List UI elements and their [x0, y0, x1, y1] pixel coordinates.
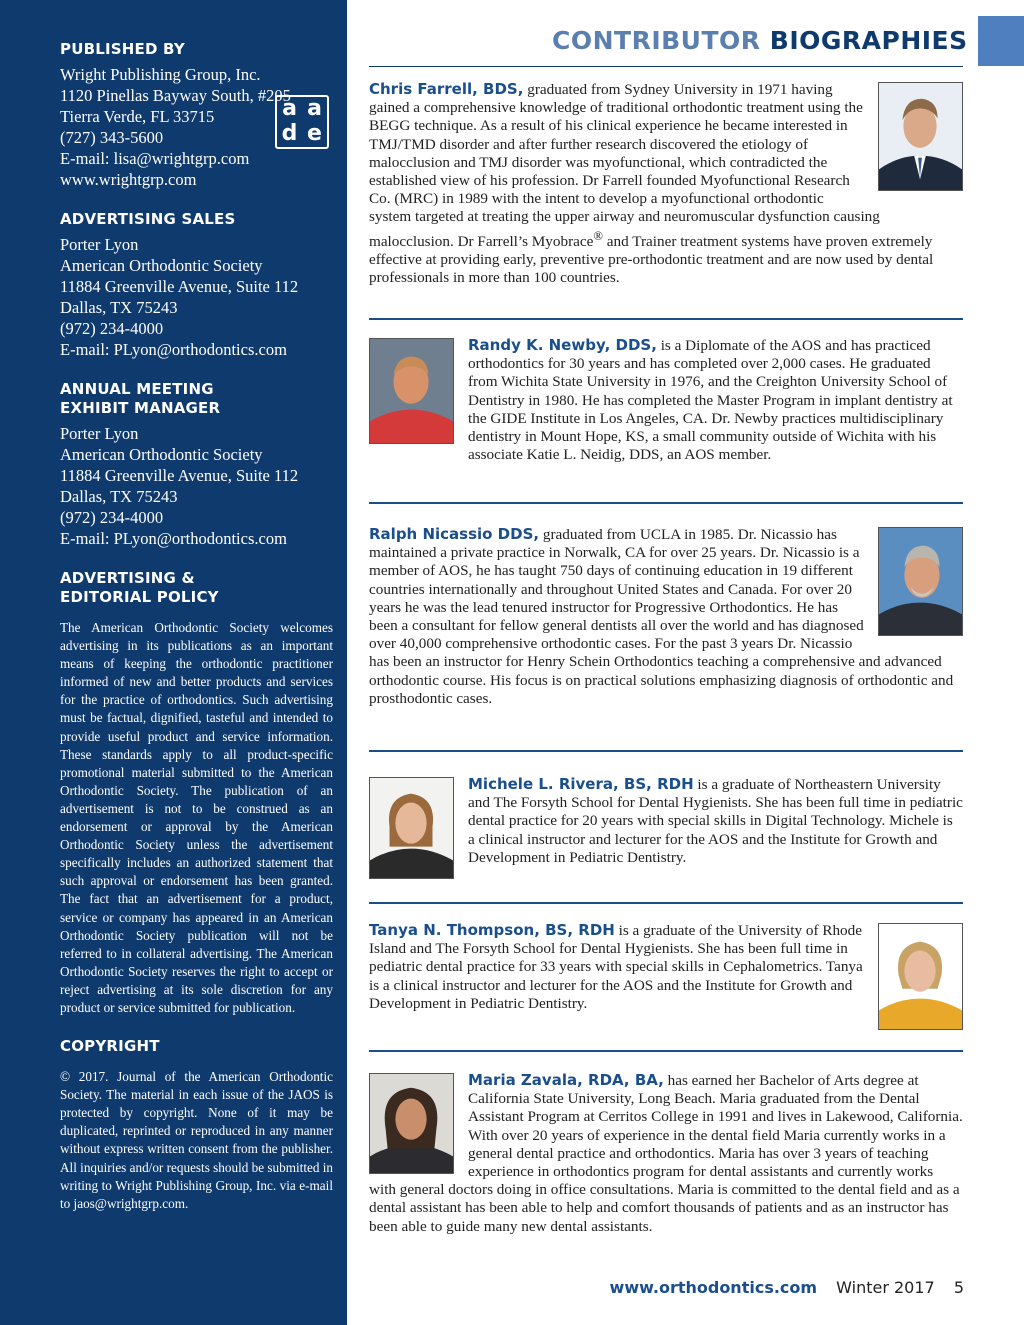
page-title-part2: BIOGRAPHIES	[769, 26, 968, 55]
section-divider	[369, 502, 963, 504]
editorial-policy-heading	[60, 569, 333, 607]
bio-tanya-thompson	[369, 921, 963, 1036]
bio-chris-farrell	[369, 80, 963, 287]
logo-letter: d	[281, 121, 298, 146]
portrait-photo	[369, 777, 454, 879]
bio-ralph-nicassio	[369, 525, 963, 708]
publisher-city: Tierra Verde, FL 33715	[60, 107, 215, 126]
bio-text	[369, 80, 963, 287]
advertising-sales-heading: ADVERTISING SALES	[60, 210, 236, 228]
bio-michele-rivera	[369, 775, 963, 885]
bio-maria-zavala	[369, 1071, 963, 1236]
bio-body-cont: and Trainer treatment systems have proven extremely effective at providing early, preventive pre-orthodontic treatment and are now used by dental professionals in more than 100 countries.	[369, 232, 934, 287]
sales-address: 11884 Greenville Avenue, Suite 112	[60, 277, 299, 296]
annual-meeting-heading	[60, 380, 333, 418]
corner-tab	[978, 16, 1024, 66]
publisher-website[interactable]: www.wrightgrp.com	[60, 170, 197, 189]
logo-letter: e	[307, 121, 322, 146]
bio-text	[369, 1071, 963, 1236]
logo-letter: a	[307, 96, 322, 121]
editorial-policy-heading-line1: ADVERTISING &	[60, 569, 195, 587]
bio-text	[369, 921, 963, 1013]
editorial-policy-section	[60, 569, 333, 1017]
annual-meeting-heading-line1: ANNUAL MEETING	[60, 380, 214, 398]
copyright-heading: COPYRIGHT	[60, 1037, 160, 1056]
section-divider	[369, 902, 963, 904]
bio-text	[369, 775, 963, 867]
publisher-email[interactable]: E-mail: lisa@wrightgrp.com	[60, 149, 250, 168]
advertising-sales-section	[60, 210, 333, 360]
bio-body: is a graduate of Northeastern University and The Forsyth School for Dental Hygienists. She has been full time in pediatric dental practice for 20 years with special skills in Digital Technology. Michele is a clinical instructor and lecturer for the AOS and the Institute for Growth and Development in Pediatric Dentistry.	[468, 776, 963, 866]
portrait-photo	[878, 527, 963, 636]
sales-contact-name: Porter Lyon	[60, 235, 139, 254]
bio-body: graduated from UCLA in 1985. Dr. Nicassio has maintained a private practice in Norwalk, CA for over 25 years. Dr. Nicassio is a member of AOS, he has taught 750 days of continuing education in 19 different countries internationally and throughout United States and Canada. For over 20 years he was the lead tenured instructor for Progressive Orthodontics. He has been a consultant for fellow general dentists all over the world and has diagnosed over 40,000 comprehensive orthodontic cases. For the past 3 years Dr. Nicassio has been an instructor for Henry Schein Orthodontics teaching a comprehensive and advanced orthodontic course. His focus is on practical solutions emphasizing diagnosis of orthodontic and prosthodontic cases.	[369, 526, 954, 707]
copyright-section	[60, 1037, 333, 1213]
portrait-photo	[878, 923, 963, 1030]
page-title	[552, 26, 968, 55]
editorial-policy-heading-line2: EDITORIAL POLICY	[60, 588, 219, 606]
logo-letter: a	[282, 96, 297, 121]
bio-text	[369, 525, 963, 708]
bio-body: is a graduate of the University of Rhode Island and The Forsyth School for Dental Hygienists. She has been full time in pediatric dental practice for 33 years with special skills in Cephalometrics. Tanya is a clinical instructor and lecturer for the AOS and the Institute for Growth and Development in Pediatric Dentistry.	[369, 922, 863, 1012]
meeting-address: 11884 Greenville Avenue, Suite 112	[60, 466, 299, 485]
registered-mark: ®	[593, 228, 603, 243]
section-divider	[369, 318, 963, 320]
annual-meeting-section	[60, 380, 333, 549]
portrait-photo	[369, 1073, 454, 1174]
published-by-heading: PUBLISHED BY	[60, 40, 185, 58]
sales-email[interactable]: E-mail: PLyon@orthodontics.com	[60, 340, 287, 359]
sales-organization: American Orthodontic Society	[60, 256, 263, 275]
page-title-part1: CONTRIBUTOR	[552, 26, 761, 55]
header-rule	[369, 66, 963, 67]
bio-randy-newby	[369, 336, 963, 464]
publisher-name: Wright Publishing Group, Inc.	[60, 65, 261, 84]
sales-phone: (972) 234-4000	[60, 319, 164, 338]
meeting-phone: (972) 234-4000	[60, 508, 164, 527]
meeting-organization: American Orthodontic Society	[60, 445, 263, 464]
bio-name: Tanya N. Thompson, BS, RDH	[369, 921, 615, 939]
published-by-section	[60, 40, 333, 190]
aade-logo	[275, 95, 329, 149]
editorial-policy-text: The American Orthodontic Society welcomes advertising in its publications as an important means of keeping the orthodontic practitioner informed of new and better products and services for the practice of orthodontics. Such advertising must be factual, dignified, tasteful and intended to provide useful product and service information. These standards apply to all product-specific promotional material submitted to the American Orthodontic Society. The publication of an advertisement is not to be construed as an endorsement or approval by the American Orthodontic Society unless the advertisement specifically includes an authorized statement that such approval or endorsement has been granted. The fact that an advertisement for a product, service or company has appeared in an American Orthodontic Society publication will not be referred to in collateral advertising. The American Orthodontic Society reserves the right to accept or reject advertising at its sole discretion for any product or service submitted for publication.	[60, 620, 333, 1015]
bio-name: Chris Farrell, BDS,	[369, 80, 524, 98]
bio-body: graduated from Sydney University in 1971 having gained a comprehensive knowledge of traditional orthodontic treatment using the BEGG technique. As a result of his clinical experience he became interested in TMJ/TMD disorder and after further research discovered the etiology of malocclusion and TMJ disorder was myofunctional, which contradicted the established view of his profession. Dr Farrell founded Myofunctional Research Co. (MRC) in 1989 with the intent to develop a myofunctional orthodontic system targeted at treating the upper airway and neuromuscular dysfunction causing malocclusion. Dr Farrell’s Myobrace	[369, 81, 880, 250]
portrait-photo	[369, 338, 454, 444]
meeting-city: Dallas, TX 75243	[60, 487, 178, 506]
publisher-address: 1120 Pinellas Bayway South, #205	[60, 86, 291, 105]
bio-name: Ralph Nicassio DDS,	[369, 525, 540, 543]
bio-name: Michele L. Rivera, BS, RDH	[468, 775, 694, 793]
bio-body: has earned her Bachelor of Arts degree at California State University, Long Beach. Maria graduated from the Dental Assistant Program at Cerritos College in 1991 and lives in Lakewood, California. With over 20 years of experience in the dental field Maria currently works in a general dental practice and orthodontics. Maria has over 3 years of teaching experience in orthodontics program for dental assistants and currently works with general doctors doing in office consultations. Maria is committed to the dental field and as a dental assistant has been able to help and comfort thousands of patients and as an instructor has been able to guide many new dental assistants.	[369, 1072, 963, 1235]
bio-body: is a Diplomate of the AOS and has practiced orthodontics for 30 years and has completed over 2,000 cases. He graduated from Wichita State University in 1976, and the Creighton University School of Dentistry in 1980. He has completed the Master Program in implant dentistry at the GIDE Institute in Los Angeles, CA. Dr. Newby practices multidisciplinary dentistry in Mount Hope, KS, a small community outside of Wichita with his associate Katie L. Neidig, DDS, an AOS member.	[468, 337, 953, 464]
publisher-phone: (727) 343-5600	[60, 128, 164, 147]
page-number: 5	[953, 1278, 964, 1297]
portrait-photo	[878, 82, 963, 191]
bio-name: Randy K. Newby, DDS,	[468, 336, 657, 354]
meeting-contact-name: Porter Lyon	[60, 424, 139, 443]
annual-meeting-heading-line2: EXHIBIT MANAGER	[60, 399, 221, 417]
section-divider	[369, 1050, 963, 1052]
bio-name: Maria Zavala, RDA, BA,	[468, 1071, 664, 1089]
footer-issue: Winter 2017	[836, 1278, 935, 1297]
copyright-text: © 2017. Journal of the American Orthodontic Society. The material in each issue of the JAOS is protected by copyright. None of it may be duplicated, reprinted or reproduced in any manner without express written consent from the publisher. All inquiries and/or requests should be submitted in writing to Wright Publishing Group, Inc. via e-mail to jaos@wrightgrp.com.	[60, 1069, 333, 1211]
sales-city: Dallas, TX 75243	[60, 298, 178, 317]
section-divider	[369, 750, 963, 752]
footer-website-link[interactable]: www.orthodontics.com	[609, 1278, 818, 1297]
sidebar	[0, 0, 347, 1325]
bio-text	[369, 336, 963, 464]
meeting-email[interactable]: E-mail: PLyon@orthodontics.com	[60, 529, 287, 548]
page-footer	[610, 1278, 964, 1297]
